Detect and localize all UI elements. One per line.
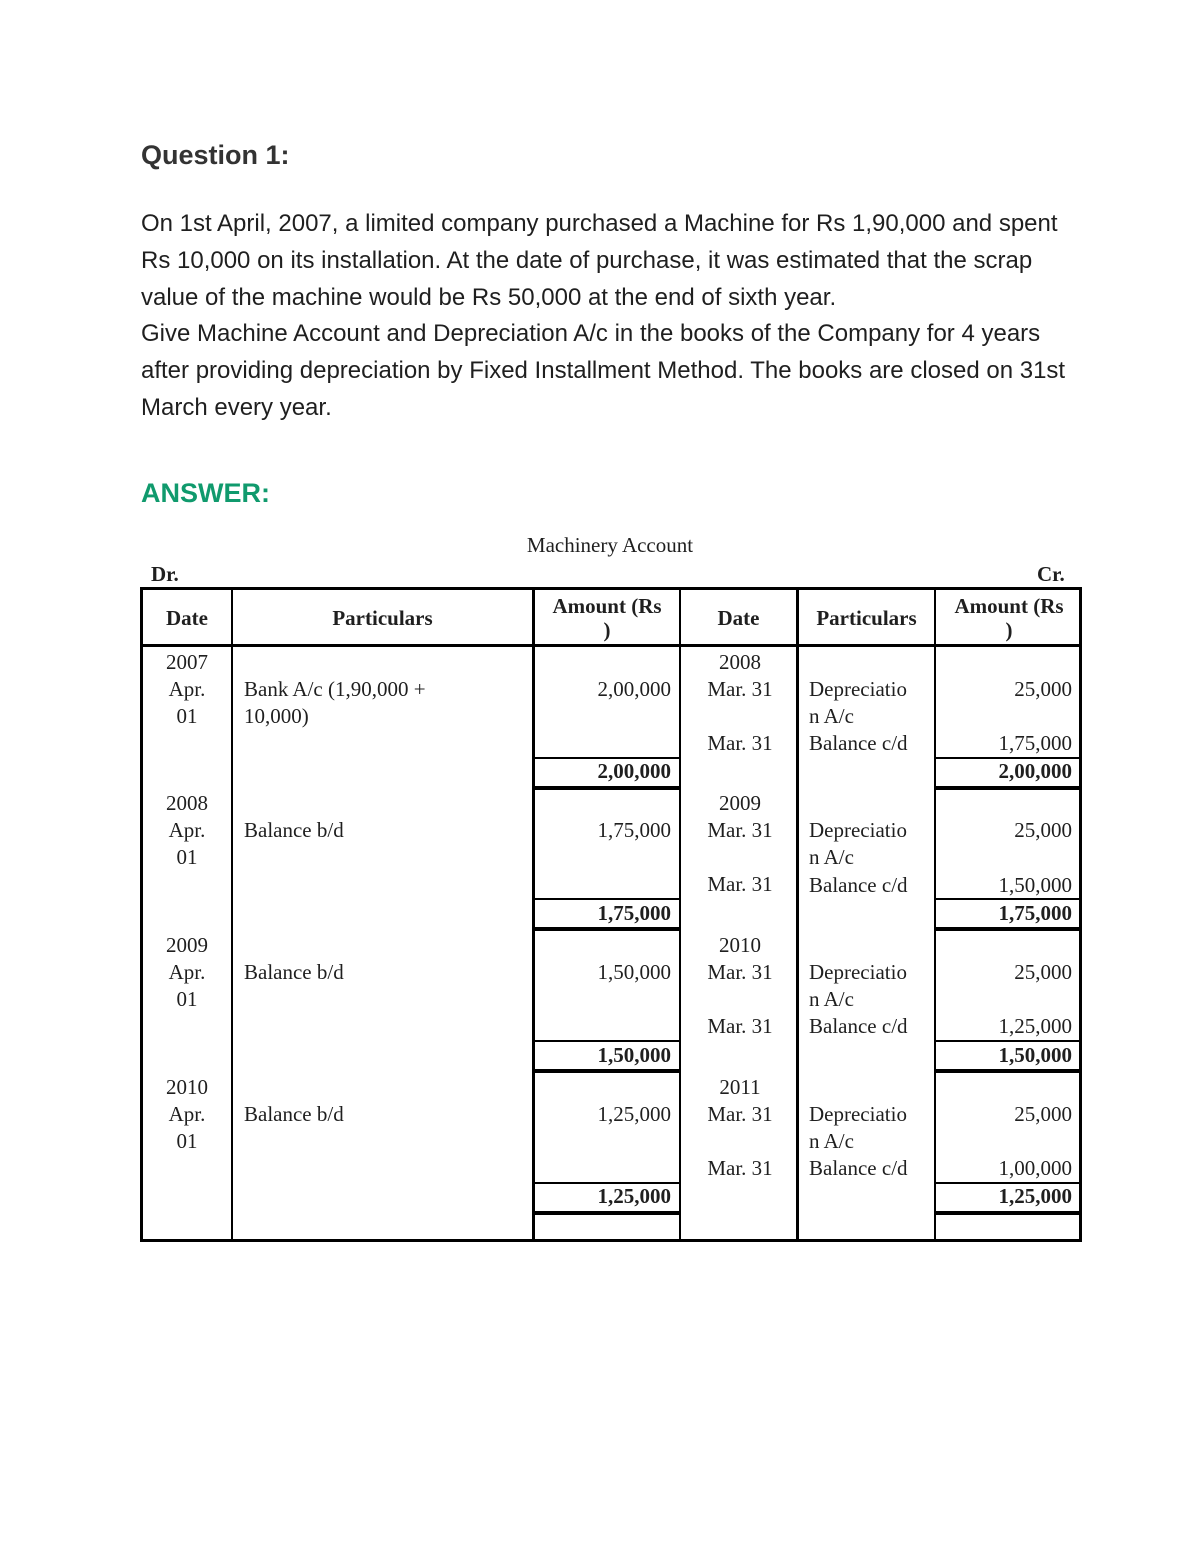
credit-bal-amount: 1,25,000 — [998, 1014, 1072, 1038]
credit-dep-amount: 25,000 — [1014, 1102, 1072, 1126]
debit-date: 2009 Apr. 01 — [166, 933, 208, 1011]
debit-date: 2008 Apr. 01 — [166, 791, 208, 869]
question-paragraph-1: On 1st April, 2007, a limited company purchased a Machine for Rs 1,90,000 and spent Rs 10,000 on its installation. At the date of purchase, it was estimated that the scrap value of the machine would be Rs 50,000 at the end of sixth year. — [141, 210, 1058, 311]
header-particulars-debit: Particulars — [332, 606, 433, 630]
credit-total: 1,75,000 — [998, 901, 1072, 925]
credit-side-label: Cr. — [1037, 562, 1065, 586]
debit-total: 2,00,000 — [597, 759, 671, 783]
header-amount-debit: Amount (Rs ) — [552, 594, 662, 642]
credit-total: 1,50,000 — [998, 1043, 1072, 1067]
credit-date: 2009 Mar. 31 Mar. 31 — [707, 791, 773, 896]
debit-amount: 1,50,000 — [597, 960, 671, 984]
total-double-rule — [535, 1211, 679, 1215]
header-rule — [143, 644, 1079, 647]
credit-dep-amount: 25,000 — [1014, 818, 1072, 842]
ledger-rule — [679, 590, 681, 1239]
credit-date: 2011 Mar. 31 Mar. 31 — [707, 1075, 773, 1180]
header-date-debit: Date — [166, 606, 208, 630]
credit-dep-amount: 25,000 — [1014, 677, 1072, 701]
debit-date: 2010 Apr. 01 — [166, 1075, 208, 1153]
question-body — [141, 206, 1071, 427]
credit-dep-amount: 25,000 — [1014, 960, 1072, 984]
header-particulars-credit: Particulars — [816, 606, 917, 630]
total-double-rule — [936, 786, 1082, 790]
ledger-rule — [231, 590, 233, 1239]
credit-bal-amount: 1,50,000 — [998, 873, 1072, 897]
debit-amount: 1,25,000 — [597, 1102, 671, 1126]
debit-amount: 1,75,000 — [597, 818, 671, 842]
account-title: Machinery Account — [526, 533, 694, 557]
total-double-rule — [936, 1069, 1082, 1073]
credit-dep-particulars: Depreciatio n A/c — [809, 1102, 907, 1153]
ledger-rule — [934, 590, 936, 1239]
answer-label: ANSWER: — [141, 478, 270, 508]
total-double-rule — [535, 1069, 679, 1073]
credit-date: 2008 Mar. 31 Mar. 31 — [707, 650, 773, 755]
total-double-rule — [936, 1211, 1082, 1215]
credit-date: 2010 Mar. 31 Mar. 31 — [707, 933, 773, 1038]
total-double-rule — [936, 927, 1082, 931]
credit-dep-particulars: Depreciatio n A/c — [809, 677, 907, 728]
credit-bal-amount: 1,75,000 — [998, 731, 1072, 755]
debit-amount: 2,00,000 — [597, 677, 671, 701]
total-double-rule — [535, 786, 679, 790]
header-date-credit: Date — [717, 606, 760, 630]
header-amount-credit: Amount (Rs ) — [954, 594, 1064, 642]
credit-total: 2,00,000 — [998, 759, 1072, 783]
debit-total: 1,25,000 — [597, 1184, 671, 1208]
debit-total: 1,75,000 — [597, 901, 671, 925]
credit-bal-amount: 1,00,000 — [998, 1156, 1072, 1180]
question-paragraph-2: Give Machine Account and Depreciation A/c in the books of the Company for 4 years after providing depreciation by Fixed Installment Method. The books are closed on 31st March every year. — [141, 320, 1066, 421]
debit-date: 2007 Apr. 01 — [166, 650, 208, 728]
question-heading: Question 1: — [141, 140, 290, 170]
credit-dep-particulars: Depreciatio n A/c — [809, 818, 907, 869]
ledger-rule — [532, 590, 535, 1239]
credit-total: 1,25,000 — [998, 1184, 1072, 1208]
total-double-rule — [535, 927, 679, 931]
debit-particulars: Bank A/c (1,90,000 + 10,000) — [244, 677, 426, 728]
credit-bal-particulars: Balance c/d — [809, 731, 908, 755]
debit-particulars: Balance b/d — [244, 818, 344, 842]
machinery-ledger — [140, 587, 1082, 1242]
credit-bal-particulars: Balance c/d — [809, 1014, 908, 1038]
debit-side-label: Dr. — [151, 562, 179, 586]
debit-total: 1,50,000 — [597, 1043, 671, 1067]
debit-particulars: Balance b/d — [244, 960, 344, 984]
credit-dep-particulars: Depreciatio n A/c — [809, 960, 907, 1011]
debit-particulars: Balance b/d — [244, 1102, 344, 1126]
credit-bal-particulars: Balance c/d — [809, 1156, 908, 1180]
credit-bal-particulars: Balance c/d — [809, 873, 908, 897]
